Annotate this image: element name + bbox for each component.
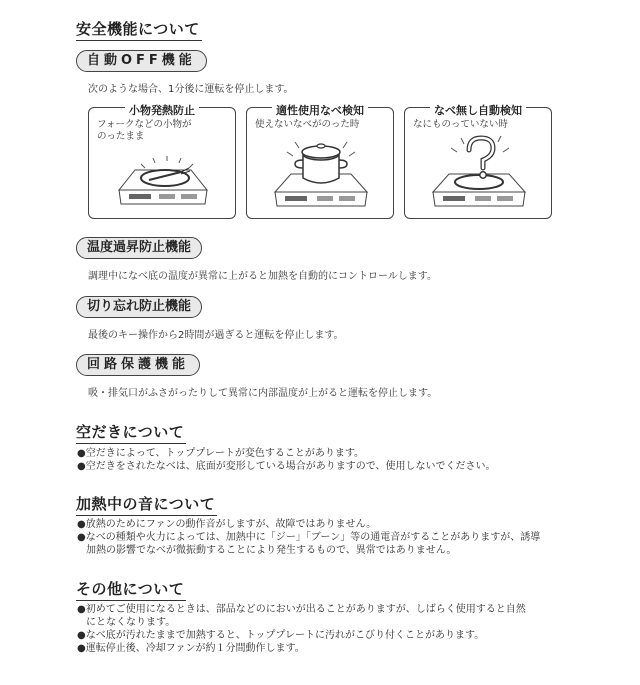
no-pot-text-1: なにものっていない時 [413,119,508,130]
forget-off-desc: 最後のキー操作から2時間が過ぎると運転を停止します。 [88,330,344,341]
sound-section-title: 加熱中の音について [76,493,217,516]
sound-item-1: ●放熱のためにファンの動作音がしますが、故障ではありません。 [77,519,377,530]
cooktop-empty-question-illustration [405,108,551,218]
small-object-text-1: フォークなどの小物が [97,119,192,130]
pot-detect-text-1: 使えないなべがのった時 [255,119,360,130]
sound-item-2: ●なべの種類や火力によっては、加熱中に「ジー」「ブーン」等の通電音がすることがありますが、誘導 [77,532,541,543]
auto-off-label: 自動OFF機能 [76,50,207,72]
circuit-protect-label: 回路保護機能 [76,354,200,376]
forget-off-label: 切り忘れ防止機能 [76,296,202,318]
pot-detect-title: 適性使用なべ検知 [272,104,368,117]
karadaki-item-1: ●空だきによって、トッププレートが変色することがあります。 [77,448,365,459]
other-item-1: ●初めてご使用になるときは、部品などのにおいが出ることがありますが、しばらく使用すると自然 [77,604,526,615]
overheat-desc: 調理中になべ底の温度が異常に上がると加熱を自動的にコントロールします。 [88,271,437,282]
safety-section-title: 安全機能について [76,18,202,41]
overheat-label: 温度過昇防止機能 [76,237,202,259]
karadaki-item-2: ●空だきをされたなべは、底面が変形している場合がありますので、使用しないでください。 [77,461,496,472]
circuit-protect-desc: 吸・排気口がふさがったりして異常に内部温度が上がると運転を停止します。 [88,388,438,399]
small-object-box [88,104,236,219]
small-object-text-2: のったまま [97,131,145,142]
no-pot-box [404,104,552,219]
no-pot-title: なべ無し自動検知 [430,104,526,117]
small-object-title: 小物発熱防止 [125,104,199,117]
cooktop-with-fork-illustration [89,108,235,218]
karadaki-section-title: 空だきについて [76,421,186,444]
other-item-1-cont: にとなくなります。 [86,617,176,628]
pot-detect-box [246,104,394,219]
other-item-3: ●運転停止後、冷却ファンが約１分間動作します。 [77,643,305,654]
auto-off-desc: 次のような場合、1分後に運転を停止します。 [88,84,294,95]
other-section-title: その他について [76,578,186,601]
other-item-2: ●なべ底が汚れたままで加熱すると、トッププレートに汚れがこびり付くことがあります。 [77,630,485,641]
sound-item-2-cont: 加熱の影響でなべが微振動することにより発生するもので、異常ではありません。 [86,545,457,556]
cooktop-with-pot-illustration [247,108,393,218]
